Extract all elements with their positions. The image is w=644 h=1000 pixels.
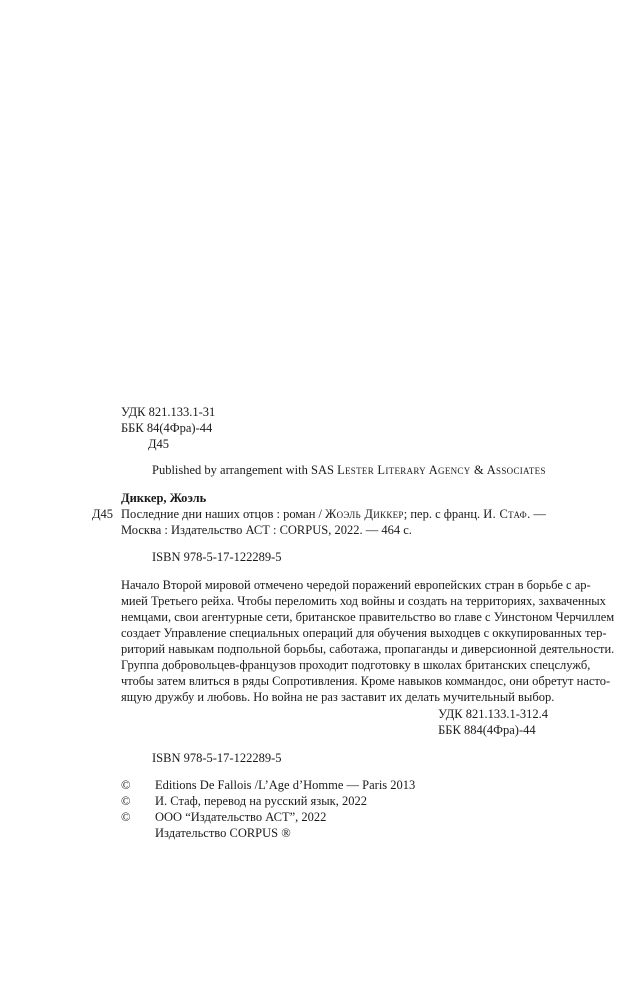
copyright-text: Издательство CORPUS ®: [155, 826, 291, 840]
copyright-line: [121, 809, 326, 825]
title-translator: И. Стаф: [483, 507, 528, 521]
udk-code: УДК 821.133.1-31: [121, 405, 216, 419]
bbk-code: ББК 84(4Фра)-44: [121, 421, 213, 435]
annotation-line: создает Управление специальных операций для обучения выходцев с оккупированных тер-: [121, 626, 607, 640]
author-sign: Д45: [148, 437, 170, 451]
copyright-symbol: ©: [121, 810, 131, 824]
copyright-text: ООО “Издательство АСТ”, 2022: [155, 810, 327, 824]
copyright-text: И. Стаф, перевод на русский язык, 2022: [155, 794, 367, 808]
copyright-text: Editions De Fallois /L’Age d’Homme — Paris 2013: [155, 778, 416, 792]
title-author: Жоэль Диккер: [325, 507, 404, 521]
copyright-line: [121, 825, 291, 841]
arrangement-notice: [152, 462, 546, 478]
annotation: [121, 577, 615, 705]
title-statement: [121, 506, 546, 522]
classification-bottom: [438, 706, 548, 738]
title-part1: Последние дни наших отцов : роман /: [121, 507, 326, 521]
annotation-line: Начало Второй мировой отмечено чередой поражений европейских стран в борьбе с ар-: [121, 578, 591, 592]
annotation-line: немцами, свои агентурные сети, британское правительство во главе с Уинстоном Черчиллем: [121, 610, 615, 624]
arrangement-prefix: Published by arrangement with SAS: [152, 463, 338, 477]
copyright-symbol: ©: [121, 794, 131, 808]
arrangement-agency: Lester Literary Agency & Associates: [337, 463, 546, 477]
annotation-line: риторий навыкам подпольной борьбы, саботажа, пропаганды и диверсионной деятельности.: [121, 642, 615, 656]
margin-author-sign: Д45: [92, 507, 114, 521]
title-part2: ; пер. с франц.: [403, 507, 484, 521]
isbn-bottom: ISBN 978-5-17-122289-5: [152, 751, 282, 765]
copyright-line: [121, 793, 367, 809]
title-part3: . —: [527, 507, 546, 521]
copyright-line: [121, 777, 415, 793]
annotation-line: чтобы затем влиться в ряды Сопротивления. Кроме навыков коммандос, они обретут насто-: [121, 674, 611, 688]
isbn-top: ISBN 978-5-17-122289-5: [152, 550, 282, 564]
copyright-symbol: ©: [121, 778, 131, 792]
annotation-line: Группа добровольцев-французов проходит подготовку в школах британских спецслужб,: [121, 658, 591, 672]
author-heading: Диккер, Жоэль: [121, 491, 207, 505]
udk-code-bottom: УДК 821.133.1-312.4: [438, 707, 548, 721]
bbk-code-bottom: ББК 884(4Фра)-44: [438, 723, 536, 737]
annotation-line: мией Третьего рейха. Чтобы переломить ход войны и создать на территориях, захваченных: [121, 594, 606, 608]
annotation-line: ящую дружбу и любовь. Но война не раз заставит их делать мучительный выбор.: [121, 690, 555, 704]
imprint: Москва : Издательство АСТ : CORPUS, 2022. — 464 с.: [121, 523, 412, 537]
